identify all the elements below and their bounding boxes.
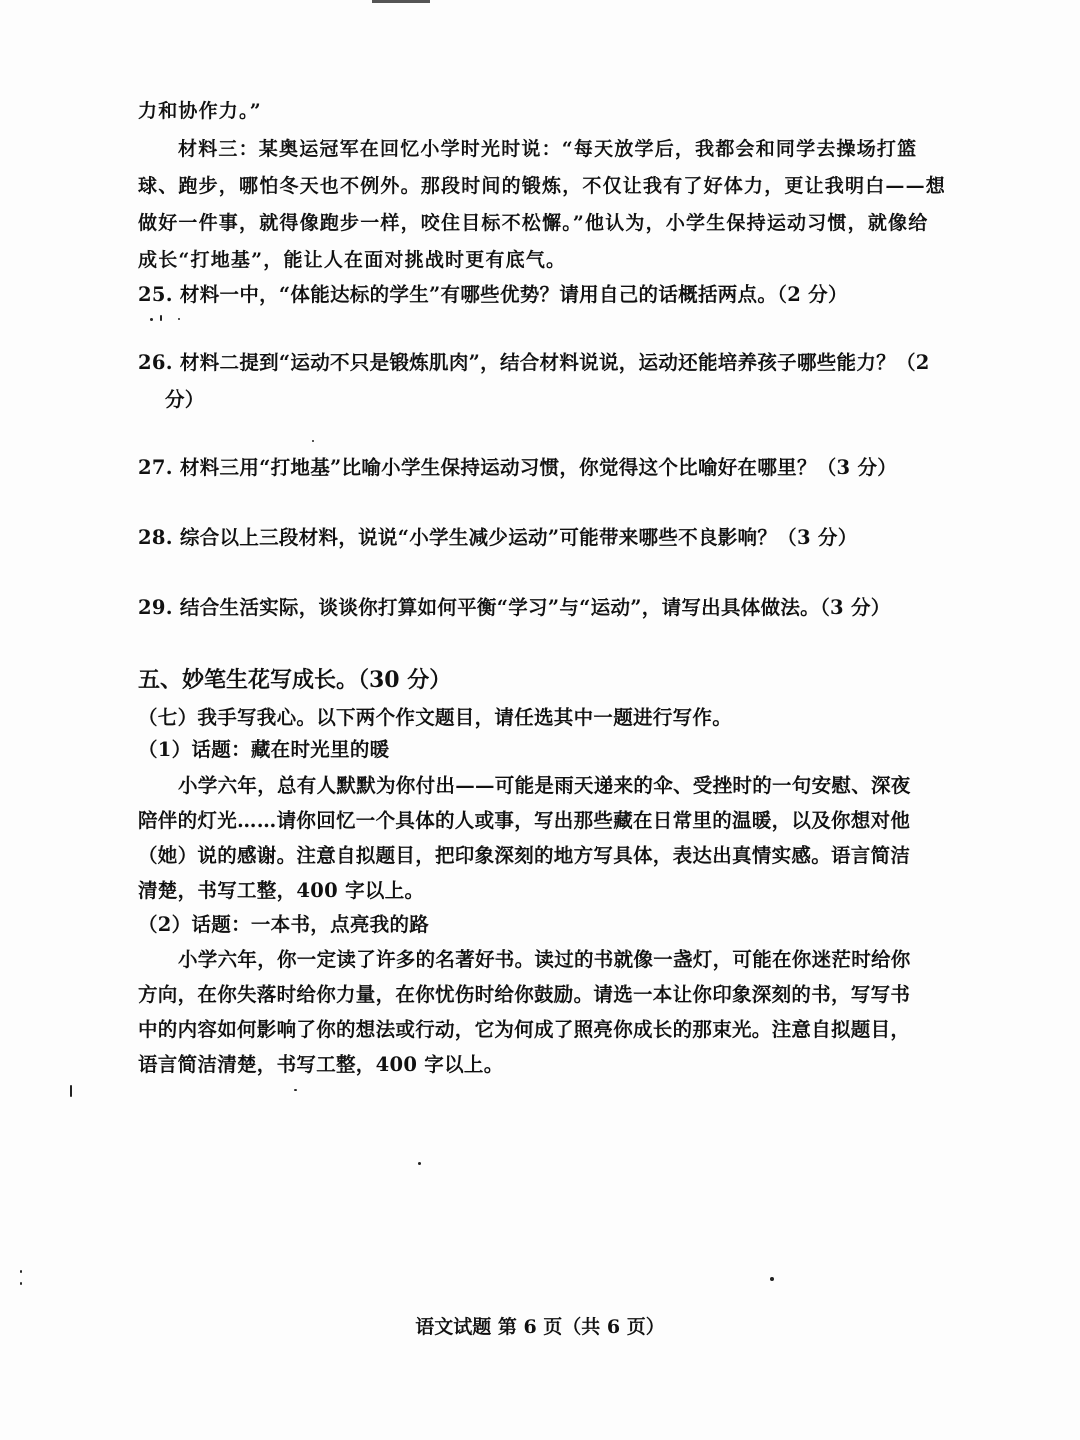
scan-speck bbox=[160, 315, 162, 321]
writing-subtitle: （七）我手写我心。以下两个作文题目，请任选其中一题进行写作。 bbox=[138, 706, 733, 729]
page-footer: 语文试题 第 6 页（共 6 页） bbox=[415, 1316, 665, 1338]
scan-speck bbox=[70, 1085, 72, 1097]
question-27: 27. 材料三用“打地基”比喻小学生保持运动习惯，你觉得这个比喻好在哪里？（3 分） bbox=[138, 456, 898, 479]
question-28: 28. 综合以上三段材料，说说“小学生减少运动”可能带来哪些不良影响？（3 分） bbox=[138, 526, 858, 549]
scan-speck bbox=[20, 1282, 22, 1285]
scan-speck bbox=[20, 1270, 22, 1273]
topic2-line: 方向，在你失落时给你力量，在你忧伤时给你鼓励。请选一本让你印象深刻的书，写写书 bbox=[138, 983, 911, 1006]
scan-speck bbox=[294, 1089, 297, 1091]
topic1-line: （她）说的感谢。注意自拟题目，把印象深刻的地方写具体，表达出真情实感。语言简洁 bbox=[138, 844, 911, 867]
question-26-continuation: 分） bbox=[165, 388, 205, 411]
topic2-line: 语言简洁清楚，书写工整，400 字以上。 bbox=[138, 1053, 504, 1076]
scan-mark bbox=[372, 0, 430, 3]
topic2-title: （2）话题：一本书，点亮我的路 bbox=[138, 913, 430, 936]
question-25: 25. 材料一中，“体能达标的学生”有哪些优势？请用自己的话概括两点。（2 分） bbox=[138, 283, 848, 306]
section-title: 五、妙笔生花写成长。（30 分） bbox=[138, 667, 452, 693]
topic1-title: （1）话题：藏在时光里的暖 bbox=[138, 738, 390, 761]
material3-line: 做好一件事，就得像跑步一样，咬住目标不松懈。”他认为，小学生保持运动习惯，就像给 bbox=[138, 212, 929, 234]
topic1-line: 陪伴的灯光……请你回忆一个具体的人或事，写出那些藏在日常里的温暖，以及你想对他 bbox=[138, 809, 911, 832]
scan-speck bbox=[178, 318, 180, 320]
question-26: 26. 材料二提到“运动不只是锻炼肌肉”，结合材料说说，运动还能培养孩子哪些能力？（2 bbox=[138, 351, 930, 374]
question-29: 29. 结合生活实际，谈谈你打算如何平衡“学习”与“运动”，请写出具体做法。（3 分） bbox=[138, 596, 891, 619]
topic2-line: 小学六年，你一定读了许多的名著好书。读过的书就像一盏灯，可能在你迷茫时给你 bbox=[178, 948, 911, 971]
material3-line: 成长“打地基”，能让人在面对挑战时更有底气。 bbox=[138, 249, 567, 271]
material-continuation: 力和协作力。” bbox=[138, 100, 262, 122]
scan-speck bbox=[770, 1277, 774, 1281]
scan-speck bbox=[418, 1162, 421, 1165]
scan-speck bbox=[312, 440, 314, 442]
material3-line: 球、跑步，哪怕冬天也不例外。那段时间的锻炼，不仅让我有了好体力，更让我明白——想 bbox=[138, 175, 947, 197]
topic2-line: 中的内容如何影响了你的想法或行动，它为何成了照亮你成长的那束光。注意自拟题目， bbox=[138, 1018, 911, 1041]
topic1-line: 小学六年，总有人默默为你付出——可能是雨天递来的伞、受挫时的一句安慰、深夜 bbox=[178, 774, 911, 797]
material3-line: 材料三：某奥运冠军在回忆小学时光时说：“每天放学后，我都会和同学去操场打篮 bbox=[178, 138, 918, 160]
topic1-line: 清楚，书写工整，400 字以上。 bbox=[138, 879, 425, 902]
scan-speck bbox=[150, 318, 153, 321]
